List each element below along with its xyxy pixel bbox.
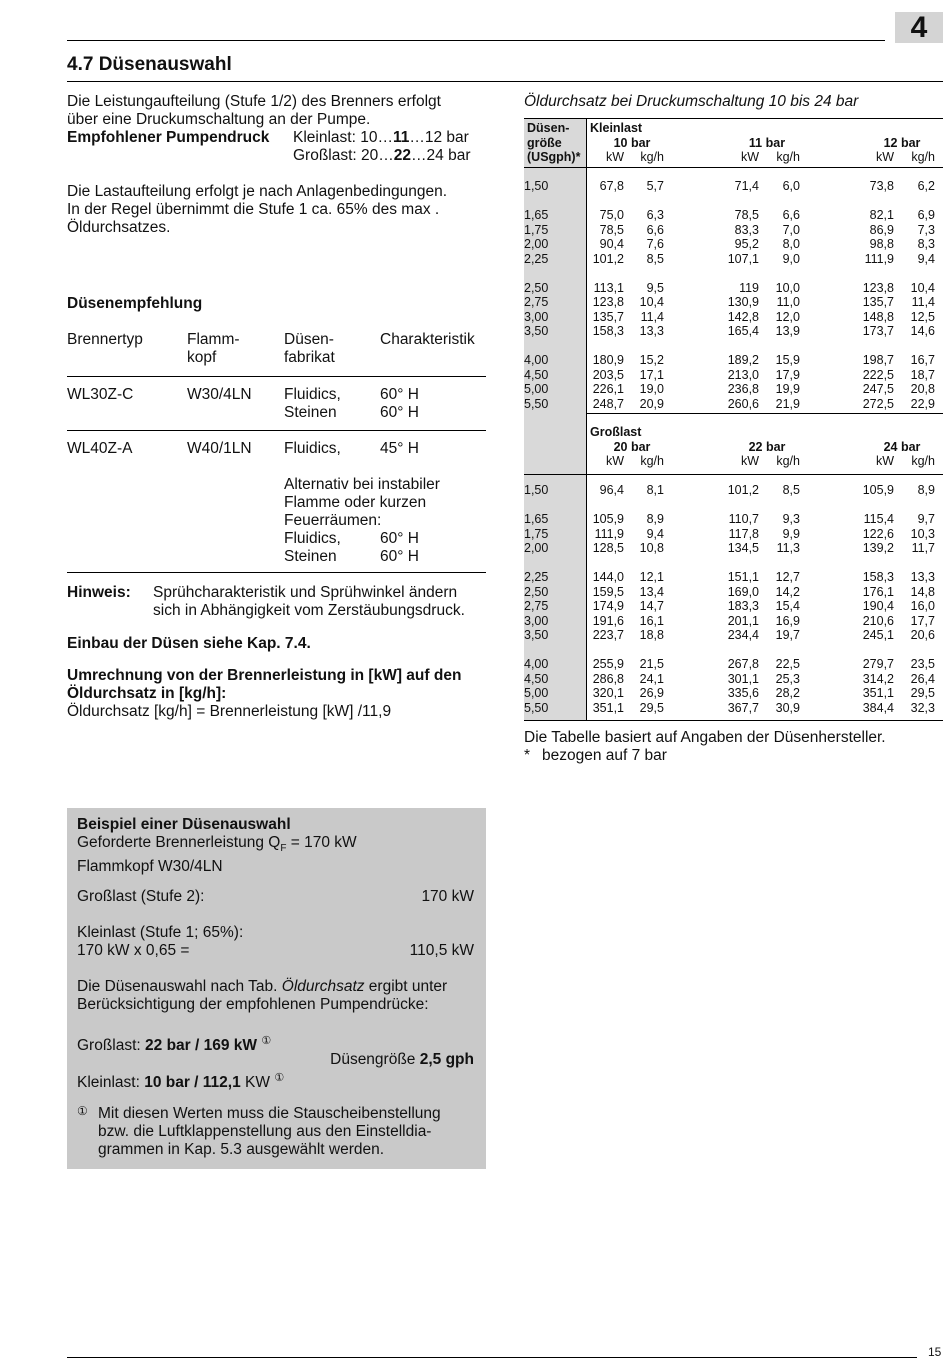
rec-rule: [67, 376, 486, 377]
kw-cell: 148,8: [862, 309, 894, 324]
nozzle-size-cell: 1,50: [524, 483, 549, 497]
kw-cell: 86,9: [869, 222, 894, 237]
kgh-cell: 20,6: [910, 628, 935, 642]
kgh-cell: 9,4: [646, 526, 664, 541]
kgh-cell: 14,6: [910, 324, 935, 338]
kw-cell: 159,5: [592, 584, 624, 599]
gross-top-rule: [586, 413, 943, 414]
kgh-cell: 10,4: [910, 280, 935, 295]
kgh-cell: 7,0: [782, 222, 800, 237]
kgh-cell: 18,7: [910, 367, 935, 382]
kgh-cell: 22,5: [775, 657, 800, 671]
nozzle-size-cell: 3,00: [524, 309, 549, 324]
kw-cell: 223,7: [592, 628, 624, 642]
size-header: Düsen-: [527, 121, 570, 135]
note-text: Sprühcharakteristik und Sprühwinkel ändern sich in Abhängigkeit vom Zerstäubungsdruck.: [153, 584, 465, 619]
kgh-cell: 15,9: [775, 353, 800, 367]
gross-value: 170 kW: [421, 888, 474, 905]
kw-cell: 134,5: [727, 541, 759, 555]
kw-cell: 115,4: [863, 512, 894, 526]
kgh-cell: 30,9: [775, 700, 800, 715]
kgh-cell: 9,7: [917, 512, 935, 526]
nozzle-size-cell: 4,00: [524, 657, 549, 671]
kw-cell: 101,2: [592, 251, 624, 266]
unit-kgh: kg/h: [640, 454, 664, 468]
kgh-cell: 11,4: [640, 309, 664, 324]
kgh-cell: 23,5: [910, 657, 935, 671]
kgh-cell: 16,1: [639, 613, 664, 628]
kgh-cell: 9,0: [782, 251, 800, 266]
kgh-cell: 11,3: [776, 541, 800, 555]
klein-result: Kleinlast: 10 bar / 112,1 KW ①: [77, 1072, 285, 1092]
kgh-cell: 9,5: [646, 280, 664, 295]
intro-line: über eine Druckumschaltung an der Pumpe.: [67, 111, 371, 128]
kgh-cell: 6,6: [782, 208, 800, 222]
kw-cell: 320,1: [592, 686, 624, 700]
kgh-cell: 7,3: [917, 222, 935, 237]
unit-kgh: kg/h: [776, 150, 800, 164]
kgh-cell: 10,4: [639, 295, 664, 309]
kgh-cell: 17,1: [639, 367, 664, 382]
kw-cell: 301,1: [727, 671, 759, 686]
kw-cell: 272,5: [862, 396, 894, 411]
kgh-cell: 13,4: [639, 584, 664, 599]
size-header: größe: [527, 136, 562, 150]
kw-cell: 351,1: [862, 686, 894, 700]
kw-cell: 169,0: [727, 584, 759, 599]
nozzle-size-cell: 2,75: [524, 295, 549, 309]
kgh-cell: 26,9: [639, 686, 664, 700]
table-caption: Öldurchsatz bei Druckumschaltung 10 bis 24 bar: [524, 93, 859, 110]
kw-cell: 174,9: [592, 599, 624, 613]
nozzle-size-cell: 2,00: [524, 237, 549, 251]
kw-cell: 222,5: [862, 367, 894, 382]
kw-cell: 260,6: [727, 396, 759, 411]
kw-cell: 71,4: [734, 179, 759, 193]
kgh-cell: 8,3: [917, 237, 935, 251]
kw-cell: 135,7: [862, 295, 894, 309]
klein-label: Kleinlast (Stufe 1; 65%): 170 kW x 0,65 =: [77, 924, 244, 959]
kw-cell: 158,3: [862, 570, 894, 584]
kgh-cell: 21,9: [775, 396, 800, 411]
nozzle-size-cell: 2,75: [524, 599, 549, 613]
unit-kgh: kg/h: [640, 150, 664, 164]
kw-cell: 234,4: [727, 628, 759, 642]
kw-cell: 123,8: [862, 280, 894, 295]
load-text: [67, 183, 447, 237]
kgh-cell: 21,5: [639, 657, 664, 671]
kgh-cell: 6,6: [646, 222, 664, 237]
kgh-cell: 11,0: [776, 295, 800, 309]
nozzle-size-cell: 2,50: [524, 584, 549, 599]
rec-row-char: 60° H 60° H: [380, 530, 419, 565]
kgh-cell: 11,7: [911, 541, 935, 555]
kw-cell: 226,1: [592, 382, 624, 396]
table-note-mark: *: [524, 747, 531, 764]
rec-row-head: W30/4LN: [187, 386, 252, 403]
nozzle-size-cell: 3,00: [524, 613, 549, 628]
pressure-header: 12 bar: [883, 136, 921, 150]
kw-cell: 236,8: [727, 382, 759, 396]
kgh-cell: 29,5: [910, 686, 935, 700]
rec-row-fab: Fluidics, Steinen: [284, 386, 341, 421]
nozzle-size-cell: 1,65: [524, 512, 549, 526]
intro-line: Die Leistungaufteilung (Stufe 1/2) des Brenners erfolgt: [67, 93, 441, 110]
kgh-cell: 12,7: [775, 570, 800, 584]
nozzle-size-cell: 2,25: [524, 570, 549, 584]
kw-cell: 351,1: [592, 700, 624, 715]
kgh-cell: 9,3: [782, 512, 800, 526]
kgh-cell: 14,7: [639, 599, 664, 613]
kw-cell: 367,7: [727, 700, 759, 715]
gross-header-rule: [524, 474, 943, 475]
nozzle-size-cell: 2,25: [524, 251, 549, 266]
kw-cell: 78,5: [599, 222, 624, 237]
rec-row-fab: Fluidics, Alternativ bei instabiler Flamme oder kurzen Feuerräumen: Fluidics, Steinen: [284, 440, 440, 565]
kw-cell: 75,0: [599, 208, 624, 222]
kw-cell: 189,2: [727, 353, 759, 367]
load-line: Öldurchsatzes.: [67, 219, 171, 236]
kw-cell: 135,7: [592, 309, 624, 324]
kgh-cell: 13,9: [775, 324, 800, 338]
kw-cell: 144,0: [592, 570, 624, 584]
kgh-cell: 15,4: [775, 599, 800, 613]
kgh-cell: 8,9: [917, 483, 935, 497]
kw-cell: 105,9: [862, 483, 894, 497]
nozzle-size-cell: 5,50: [524, 700, 549, 715]
kw-cell: 111,9: [594, 526, 624, 541]
unit-kgh: kg/h: [911, 150, 935, 164]
kw-cell: 286,8: [592, 671, 624, 686]
kgh-cell: 8,5: [646, 251, 664, 266]
nozzle-size-cell: 5,00: [524, 686, 549, 700]
unit-kw: kW: [605, 454, 624, 468]
nozzle-size-cell: 4,50: [524, 367, 549, 382]
klein-value: 110,5 kW: [409, 942, 474, 959]
kw-cell: 78,5: [734, 208, 759, 222]
unit-kgh: kg/h: [776, 454, 800, 468]
kw-cell: 82,1: [869, 208, 894, 222]
col-duesenfabrikat: Düsen- fabrikat: [284, 331, 335, 366]
section-title: 4.7 Düsenauswahl: [67, 54, 232, 75]
kgh-cell: 32,3: [910, 700, 935, 715]
pressure-header: 24 bar: [883, 440, 921, 454]
header-rule: [67, 40, 885, 41]
kgh-cell: 9,4: [917, 251, 935, 266]
unit-kw: kW: [875, 150, 894, 164]
kgh-cell: 15,2: [639, 353, 664, 367]
gross-label: Großlast (Stufe 2):: [77, 888, 205, 905]
pressure-header: 10 bar: [613, 136, 651, 150]
nozzle-size-cell: 3,50: [524, 324, 549, 338]
nozzle-size-cell: 5,50: [524, 396, 549, 411]
kw-cell: 247,5: [862, 382, 894, 396]
kgh-cell: 16,0: [910, 599, 935, 613]
kgh-cell: 12,1: [639, 570, 664, 584]
page-number: 15: [928, 1345, 942, 1359]
kgh-cell: 8,0: [782, 237, 800, 251]
kw-cell: 267,8: [727, 657, 759, 671]
kgh-cell: 20,8: [910, 382, 935, 396]
kgh-cell: 12,0: [775, 309, 800, 324]
kgh-cell: 19,9: [775, 382, 800, 396]
kw-cell: 165,4: [727, 324, 759, 338]
example-content: Beispiel einer Düsenauswahl Geforderte Brennerleistung $Q_F = 170$ kW Flammkopf W30/4LN: [77, 816, 357, 876]
kw-cell: 96,4: [599, 483, 624, 497]
kw-cell: 128,5: [592, 541, 624, 555]
kw-cell: 201,1: [727, 613, 759, 628]
kgh-cell: 11,4: [911, 295, 935, 309]
note-label: Hinweis:: [67, 584, 131, 601]
kgh-cell: 10,0: [775, 280, 800, 295]
nozzle-size-cell: 4,00: [524, 353, 549, 367]
kw-cell: 67,8: [599, 179, 624, 193]
kw-cell: 213,0: [727, 367, 759, 382]
kw-cell: 111,9: [864, 251, 894, 266]
rec-rule: [67, 572, 486, 573]
load-line: In der Regel übernimmt die Stufe 1 ca. 65% des max .: [67, 201, 440, 218]
size-header: (USgph)*: [527, 150, 581, 164]
kgh-cell: 6,0: [782, 179, 800, 193]
kgh-cell: 10,8: [639, 541, 664, 555]
kgh-cell: 28,2: [775, 686, 800, 700]
pressure-header: 20 bar: [613, 440, 651, 454]
kw-cell: 110,7: [728, 512, 759, 526]
kgh-cell: 29,5: [639, 700, 664, 715]
nozzle-size: Düsengröße 2,5 gph: [330, 1051, 474, 1068]
footer-rule: [67, 1357, 917, 1358]
kw-cell: 139,2: [862, 541, 894, 555]
kgh-cell: 22,9: [910, 396, 935, 411]
title-rule: [67, 81, 943, 82]
kw-cell: 173,7: [862, 324, 894, 338]
section-label: Großlast: [590, 425, 642, 439]
rec-rule: [67, 430, 486, 431]
kgh-cell: 7,6: [646, 237, 664, 251]
kgh-cell: 16,9: [775, 613, 800, 628]
nozzle-size-cell: 1,65: [524, 208, 549, 222]
rec-row-type: WL30Z-C: [67, 386, 134, 403]
kw-cell: 180,9: [592, 353, 624, 367]
kgh-cell: 26,4: [910, 671, 935, 686]
kw-cell: 198,7: [862, 353, 894, 367]
recommendation-heading: Düsenempfehlung: [67, 295, 203, 312]
kgh-cell: 24,1: [639, 671, 664, 686]
kw-cell: 203,5: [592, 367, 624, 382]
kgh-cell: 10,3: [910, 526, 935, 541]
nozzle-size-cell: 3,50: [524, 628, 549, 642]
chapter-number: 4: [895, 12, 943, 43]
conversion: Umrechnung von der Brennerleistung in [kW] auf den Öldurchsatz in [kg/h]: Öldurchsatz [kg/h] = Brennerleistung [kW] /11,9: [67, 667, 462, 720]
kgh-cell: 14,2: [775, 584, 800, 599]
kgh-cell: 25,3: [775, 671, 800, 686]
nozzle-size-cell: 5,00: [524, 382, 549, 396]
rec-row-head: W40/1LN: [187, 440, 252, 457]
kgh-cell: 18,8: [639, 628, 664, 642]
kgh-cell: 17,7: [910, 613, 935, 628]
rec-row-type: WL40Z-A: [67, 440, 133, 457]
col-brennertyp: Brennertyp: [67, 331, 143, 348]
kw-cell: 248,7: [592, 396, 624, 411]
nozzle-size-cell: 1,50: [524, 179, 549, 193]
intro-text: [67, 93, 507, 129]
unit-kw: kW: [875, 454, 894, 468]
nozzle-size-cell: 2,00: [524, 541, 549, 555]
kgh-cell: 14,8: [910, 584, 935, 599]
install-reference: Einbau der Düsen siehe Kap. 7.4.: [67, 635, 311, 652]
kw-cell: 142,8: [727, 309, 759, 324]
section-label: Kleinlast: [590, 121, 643, 135]
kgh-cell: 6,2: [917, 179, 935, 193]
table-note: bezogen auf 7 bar: [542, 747, 667, 764]
unit-kw: kW: [605, 150, 624, 164]
kgh-cell: 17,9: [775, 367, 800, 382]
nozzle-size-cell: 2,50: [524, 280, 549, 295]
kw-cell: 107,1: [727, 251, 759, 266]
kw-cell: 245,1: [862, 628, 894, 642]
kgh-cell: 5,7: [646, 179, 664, 193]
klein-pressure: Kleinlast: 10…11…12 bar: [293, 129, 469, 146]
gross-result: Großlast: 22 bar / 169 kW ①: [77, 1035, 272, 1055]
unit-kw: kW: [740, 454, 759, 468]
pump-pressure-label: Empfohlener Pumpendruck: [67, 129, 270, 146]
unit-kw: kW: [740, 150, 759, 164]
kw-cell: 183,3: [727, 599, 759, 613]
kw-cell: 105,9: [592, 512, 624, 526]
nozzle-size-cell: 4,50: [524, 671, 549, 686]
kw-cell: 95,2: [734, 237, 759, 251]
klein-header-rule: [524, 167, 943, 168]
table-note: Die Tabelle basiert auf Angaben der Düsenhersteller.: [524, 729, 886, 746]
kw-cell: 119: [739, 280, 759, 295]
kw-cell: 90,4: [599, 237, 624, 251]
kw-cell: 113,1: [593, 280, 624, 295]
rec-row-char: 45° H: [380, 440, 419, 457]
pressure-header: 11 bar: [748, 136, 786, 150]
example-text: Die Düsenauswahl nach Tab. Öldurchsatz ergibt unter Berücksichtigung der empfohlenen Pumpendrücke:: [77, 978, 448, 1013]
kw-cell: 122,6: [862, 526, 894, 541]
unit-kgh: kg/h: [911, 454, 935, 468]
kw-cell: 176,1: [862, 584, 894, 599]
kw-cell: 335,6: [727, 686, 759, 700]
kw-cell: 117,8: [728, 526, 759, 541]
kw-cell: 98,8: [869, 237, 894, 251]
nozzle-size-cell: 1,75: [524, 222, 549, 237]
pump-pressure-values: [293, 129, 470, 165]
kw-cell: 255,9: [592, 657, 624, 671]
kgh-cell: 6,9: [917, 208, 935, 222]
kgh-cell: 6,3: [646, 208, 664, 222]
footnote-mark: ①: [77, 1104, 88, 1118]
kgh-cell: 8,5: [782, 483, 800, 497]
pressure-header: 22 bar: [748, 440, 786, 454]
kgh-cell: 8,9: [646, 512, 664, 526]
kgh-cell: 12,5: [910, 309, 935, 324]
col-flammkopf: Flamm- kopf: [187, 331, 240, 366]
kw-cell: 151,1: [727, 570, 759, 584]
load-line: Die Lastaufteilung erfolgt je nach Anlagenbedingungen.: [67, 183, 448, 200]
kgh-cell: 13,3: [639, 324, 664, 338]
kw-cell: 190,4: [862, 599, 894, 613]
kw-cell: 123,8: [592, 295, 624, 309]
kgh-cell: 9,9: [782, 526, 800, 541]
kw-cell: 279,7: [862, 657, 894, 671]
kgh-cell: 13,3: [910, 570, 935, 584]
kw-cell: 73,8: [869, 179, 894, 193]
kw-cell: 101,2: [727, 483, 759, 497]
footnote-text: Mit diesen Werten muss die Stauscheibenstellung bzw. die Luftklappenstellung aus den Einstelldia- grammen in Kap. 5.3 ausgewählt werden.: [98, 1105, 441, 1158]
kw-cell: 191,6: [592, 613, 624, 628]
kgh-cell: 16,7: [910, 353, 935, 367]
kgh-cell: 8,1: [646, 483, 664, 497]
kw-cell: 314,2: [862, 671, 894, 686]
kgh-cell: 20,9: [639, 396, 664, 411]
kw-cell: 210,6: [862, 613, 894, 628]
kgh-cell: 19,7: [775, 628, 800, 642]
kw-cell: 384,4: [862, 700, 894, 715]
col-charakteristik: Charakteristik: [380, 331, 475, 348]
table-bottom-rule: [524, 720, 943, 721]
kw-cell: 158,3: [592, 324, 624, 338]
gross-pressure: Großlast: 20…22…24 bar: [293, 147, 471, 164]
nozzle-size-cell: 1,75: [524, 526, 549, 541]
kw-cell: 83,3: [734, 222, 759, 237]
rec-row-char: 60° H 60° H: [380, 386, 419, 421]
kw-cell: 130,9: [727, 295, 759, 309]
kgh-cell: 19,0: [639, 382, 664, 396]
